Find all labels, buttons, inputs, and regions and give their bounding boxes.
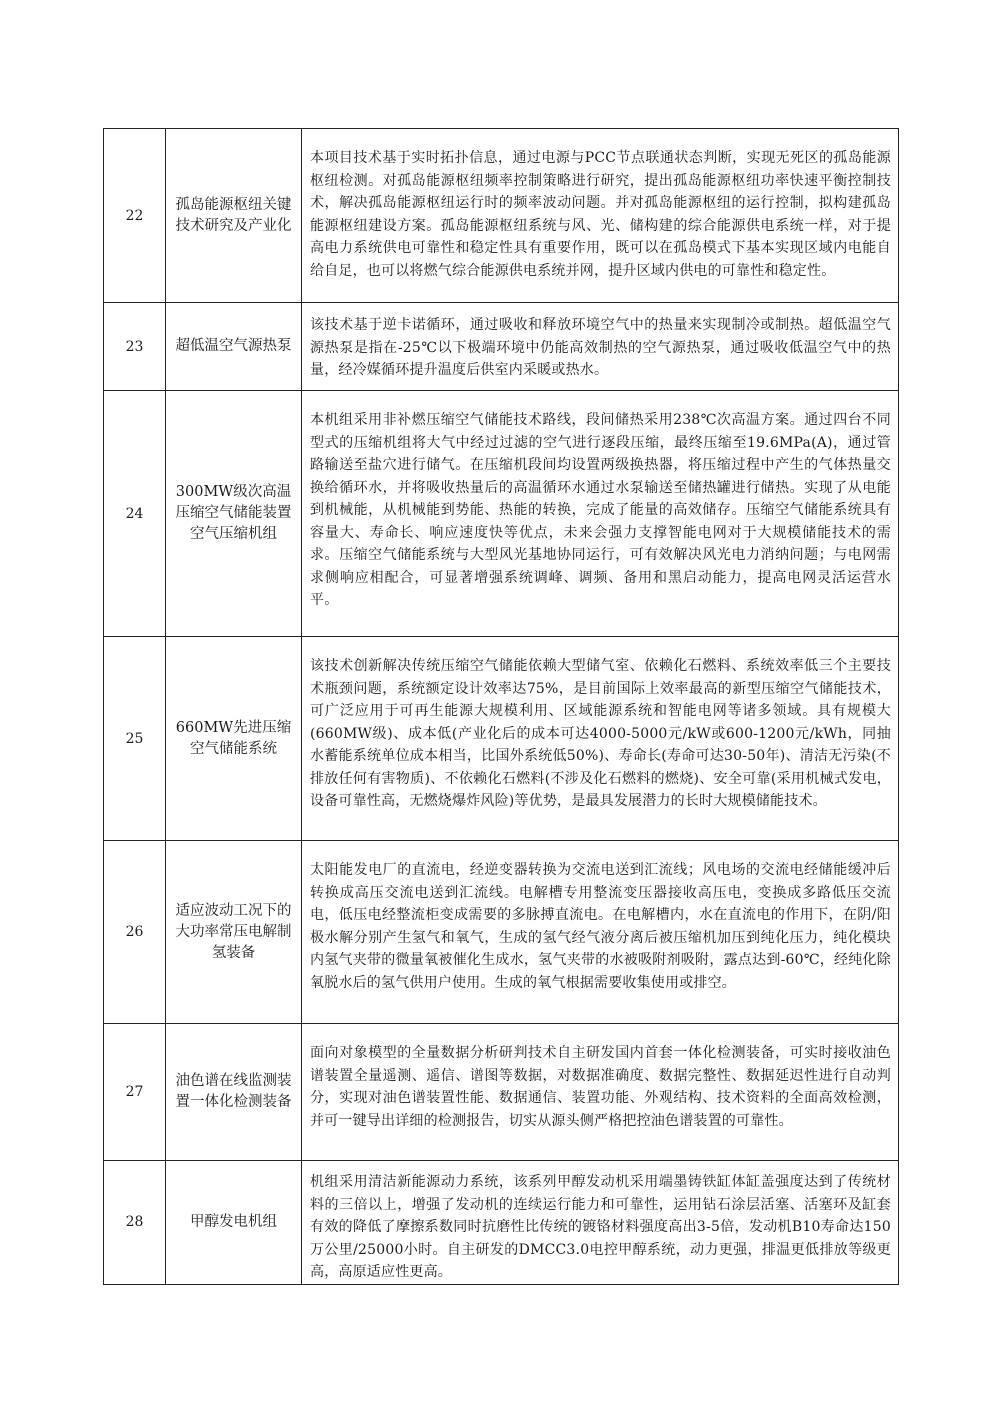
technology-description: 机组采用清洁新能源动力系统，该系列甲醇发动机采用端墨铸铁缸体缸盖强度达到了传统材料的三倍以上，增强了发动机的连续运行能力和可靠性，运用钻石涂层活塞、活塞环及缸套有效的降低了摩擦系数同时抗磨性比传统的镀铬材料强度高出3-5倍，发动机B10寿命达150万公里/25000小时。自主研发的DMCC3.0电控甲醇系统，动力更强，排温更低排放等级更高，高原适应性更高。 [302,1161,899,1285]
technology-name: 300MW级次高温压缩空气储能装置空气压缩机组 [166,391,302,637]
technology-description: 本机组采用非补燃压缩空气储能技术路线，段间储热采用238℃次高温方案。通过四台不同型式的压缩机组将大气中经过过滤的空气进行逐段压缩，最终压缩至19.6MPa(A)，通过管路输送至盐穴进行储气。在压缩机段间均设置两级换热器，将压缩过程中产生的气体热量交换给循环水，并将吸收热量后的高温循环水通过水泵输送至储热罐进行储热。实现了从电能到机械能，从机械能到势能、热能的转换，完成了能量的高效储存。压缩空气储能系统具有容量大、寿命长、响应速度快等优点，未来会强力支撑智能电网对于大规模储能技术的需求。压缩空气储能系统与大型风光基地协同运行，可有效解决风光电力消纳问题；与电网需求侧响应相配合，可显著增强系统调峰、调频、备用和黑启动能力，提高电网灵活运营水平。 [302,391,899,637]
technology-name: 甲醇发电机组 [166,1161,302,1285]
row-number: 23 [104,303,166,391]
technology-name: 660MW先进压缩空气储能系统 [166,637,302,841]
technology-description: 太阳能发电厂的直流电，经逆变器转换为交流电送到汇流线；风电场的交流电经储能缓冲后转换成高压交流电送到汇流线。电解槽专用整流变压器接收高压电，变换成多路低压交流电，低压电经整流柜变成需要的多脉搏直流电。在电解槽内，水在直流电的作用下，在阴/阳极水解分别产生氢气和氧气，生成的氢气经气液分离后被压缩机加压到纯化压力，纯化模块内氢气夹带的微量氧被催化生成水，氢气夹带的水被吸附剂吸附，露点达到-60℃，经纯化除氧脱水后的氢气供用户使用。生成的氧气根据需要收集使用或排空。 [302,841,899,1024]
technology-name: 超低温空气源热泵 [166,303,302,391]
table-row [104,391,899,637]
table-row [104,1024,899,1161]
technology-table [103,128,899,1285]
row-number: 22 [104,129,166,303]
technology-description: 本项目技术基于实时拓扑信息，通过电源与PCC节点联通状态判断，实现无死区的孤岛能源枢纽检测。对孤岛能源枢纽频率控制策略进行研究，提出孤岛能源枢纽功率快速平衡控制技术，解决孤岛能源枢纽运行时的频率波动问题。并对孤岛能源枢纽的运行控制，拟构建孤岛能源枢纽建设方案。孤岛能源枢纽系统与风、光、储构建的综合能源供电系统一样，对于提高电力系统供电可靠性和稳定性具有重要作用，既可以在孤岛模式下基本实现区域内电能自给自足，也可以将燃气综合能源供电系统并网，提升区域内供电的可靠性和稳定性。 [302,129,899,303]
table-row [104,1161,899,1285]
table-row [104,303,899,391]
technology-description: 该技术基于逆卡诺循环，通过吸收和释放环境空气中的热量来实现制冷或制热。超低温空气源热泵是指在-25℃以下极端环境中仍能高效制热的空气源热泵，通过吸收低温空气中的热量，经冷媒循环提升温度后供室内采暖或热水。 [302,303,899,391]
technology-name: 适应波动工况下的大功率常压电解制氢装备 [166,841,302,1024]
technology-description: 面向对象模型的全量数据分析研判技术自主研发国内首套一体化检测装备，可实时接收油色谱装置全量遥测、遥信、谱图等数据，对数据准确度、数据完整性、数据延迟性进行自动判分，实现对油色谱装置性能、数据通信、装置功能、外观结构、技术资料的全面高效检测，并可一键导出详细的检测报告，切实从源头侧严格把控油色谱装置的可靠性。 [302,1024,899,1161]
technology-name: 孤岛能源枢纽关键技术研究及产业化 [166,129,302,303]
technology-description: 该技术创新解决传统压缩空气储能依赖大型储气室、依赖化石燃料、系统效率低三个主要技术瓶颈问题，系统额定设计效率达75%，是目前国际上效率最高的新型压缩空气储能技术，可广泛应用于可再生能源大规模利用、区域能源系统和智能电网等诸多领域。具有规模大(660MW级)、成本低(产业化后的成本可达4000-5000元/kW或600-1200元/kWh，同抽水蓄能系统单位成本相当，比国外系统低50%)、寿命长(寿命可达30-50年)、清洁无污染(不排放任何有害物质)、不依赖化石燃料(不涉及化石燃料的燃烧)、安全可靠(采用机械式发电，设备可靠性高，无燃烧爆炸风险)等优势，是最具发展潜力的长时大规模储能技术。 [302,637,899,841]
row-number: 24 [104,391,166,637]
table-row [104,129,899,303]
technology-name: 油色谱在线监测装置一体化检测装备 [166,1024,302,1161]
table-row [104,637,899,841]
row-number: 26 [104,841,166,1024]
row-number: 27 [104,1024,166,1161]
row-number: 28 [104,1161,166,1285]
table-row [104,841,899,1024]
row-number: 25 [104,637,166,841]
